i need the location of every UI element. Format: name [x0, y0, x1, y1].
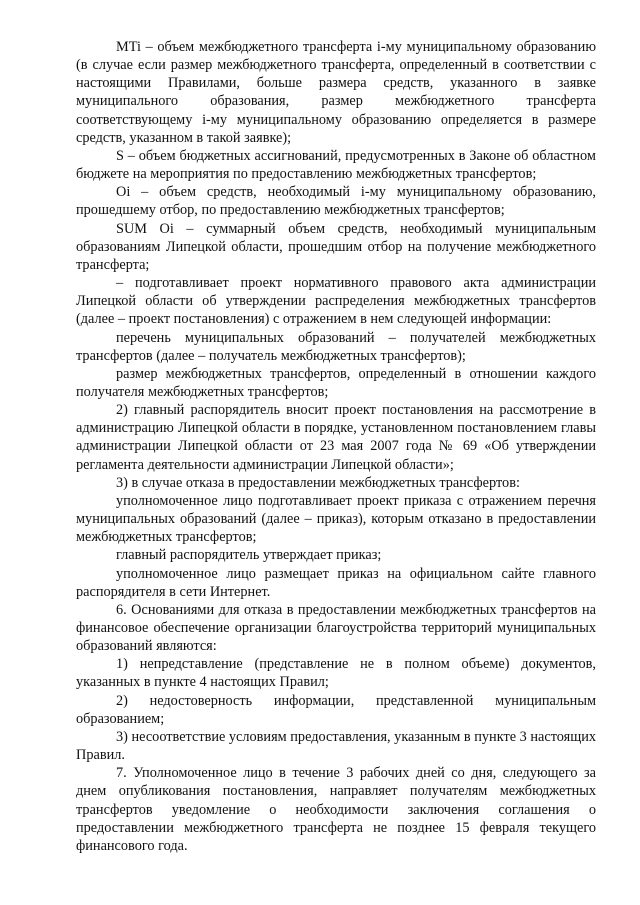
- paragraph-list-of-municipalities: перечень муниципальных образований – получателей межбюджетных трансфертов (далее – получатель межбюджетных трансфертов);: [76, 329, 596, 364]
- paragraph-transfer-size: размер межбюджетных трансфертов, определенный в отношении каждого получателя межбюджетных трансфертов;: [76, 365, 596, 400]
- paragraph-section-7: 7. Уполномоченное лицо в течение 3 рабочих дней со дня, следующего за днем опубликования постановления, направляет получателям межбюджетных трансфертов уведомление о необходимости заключения соглашения о предоставлении межбюджетного трансферта не позднее 15 февраля текущего финансового года.: [76, 765, 596, 854]
- paragraph-order-draft: уполномоченное лицо подготавливает проект приказа с отражением перечня муниципальных образований (далее – приказ), которым отказано в предоставлении межбюджетных трансфертов;: [76, 492, 596, 546]
- paragraph-order-publication: уполномоченное лицо размещает приказ на официальном сайте главного распорядителя в сети Интернет.: [76, 565, 596, 600]
- paragraph-refusal-reason-2: 2) недостоверность информации, представленной муниципальным образованием;: [76, 692, 596, 727]
- paragraph-sum-oi-definition: SUM Oi – суммарный объем средств, необходимый муниципальным образованиям Липецкой области, прошедшим отбор на получение межбюджетного трансферта;: [76, 220, 596, 273]
- paragraph-refusal-reason-3: 3) несоответствие условиям предоставления, указанным в пункте 3 настоящих Правил.: [76, 728, 597, 764]
- paragraph-prepares-draft: – подготавливает проект нормативного правового акта администрации Липецкой области об утверждении распределения межбюджетных трансфертов (далее – проект постановления) с отражением в нем следующей информации:: [76, 275, 596, 328]
- paragraph-item-2: 2) главный распорядитель вносит проект постановления на рассмотрение в администрацию Липецкой области в порядке, установленном постановлением главы администрации Липецкой области от 23 мая 2007 года № 69 «Об утверждении регламента деятельности администрации Липецкой области»;: [76, 402, 596, 473]
- paragraph-mti-definition: MTi – объем межбюджетного трансферта i-му муниципальному образованию (в случае если размер межбюджетного трансферта, определенный в соответствии с настоящими Правилами, больше размера средств, указанного в заявке муниципального образования, размер межбюджетного трансферта соответствующему i-му муниципальному образованию определяется в размере средств, указанном в такой заявке);: [76, 39, 596, 146]
- paragraph-oi-definition: Oi – объем средств, необходимый i-му муниципальному образованию, прошедшему отбор, по предоставлению межбюджетных трансфертов;: [76, 184, 596, 219]
- paragraph-s-definition: S – объем бюджетных ассигнований, предусмотренных в Законе об областном бюджете на мероприятия по предоставлению межбюджетных трансфертов;: [76, 147, 596, 183]
- paragraph-section-6: 6. Основаниями для отказа в предоставлении межбюджетных трансфертов на финансовое обеспечение организации благоустройства территорий муниципальных образований являются:: [76, 601, 596, 655]
- document-page: [76, 38, 596, 855]
- paragraph-refusal-reason-1: 1) непредставление (представление не в полном объеме) документов, указанных в пункте 4 настоящих Правил;: [76, 656, 596, 691]
- paragraph-item-3: 3) в случае отказа в предоставлении межбюджетных трансфертов:: [116, 474, 520, 491]
- paragraph-order-approval: главный распорядитель утверждает приказ;: [116, 547, 382, 564]
